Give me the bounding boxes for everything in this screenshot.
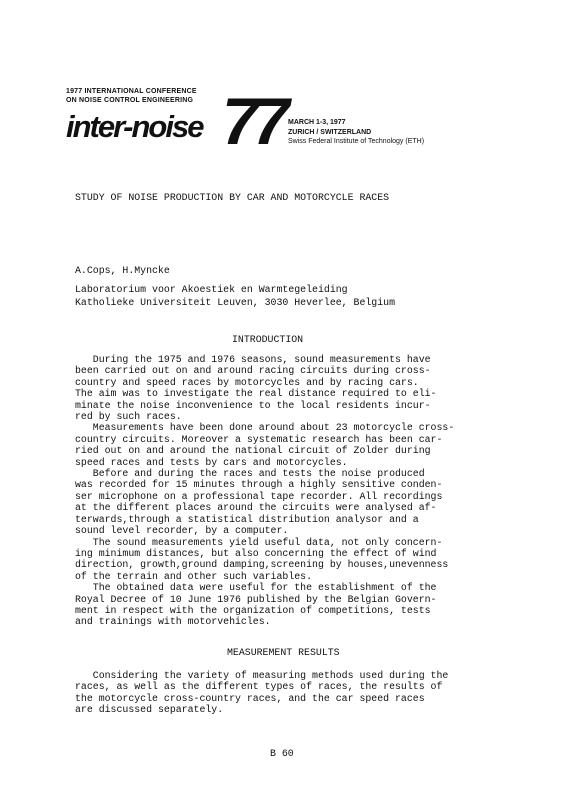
text-line: minate the noise inconvenience to the local residents incur- xyxy=(75,399,431,411)
paper-title: STUDY OF NOISE PRODUCTION BY CAR AND MOTORCYCLE RACES xyxy=(75,192,390,203)
text-line: been carried out on and around racing circuits during cross- xyxy=(75,365,431,377)
text-line: terwards,through a statistical distribution analysor and a xyxy=(75,513,419,525)
event-info xyxy=(288,118,424,147)
author-affiliation xyxy=(75,283,395,309)
measurement-results-body xyxy=(75,670,515,716)
affiliation-line: Katholieke Universiteit Leuven, 3030 Heverlee, Belgium xyxy=(75,297,396,308)
event-location: ZURICH / SWITZERLAND xyxy=(288,128,372,136)
text-line: ing minimum distances, but also concerning the effect of wind xyxy=(75,547,437,559)
text-line: The sound measurements yield useful data, not only concern- xyxy=(75,536,443,548)
text-line: are discussed separately. xyxy=(75,704,224,716)
text-line: sound level recorder, by a computer. xyxy=(75,525,289,537)
text-line: red by such races. xyxy=(75,411,182,423)
text-line: the motorcycle cross-country races, and the car speed races xyxy=(75,692,425,704)
text-line: and trainings with motorvehicles. xyxy=(75,616,271,628)
text-line: Royal Decree of 10 June 1976 published by the Belgian Govern- xyxy=(75,593,437,605)
text-line: of the terrain and other such variables. xyxy=(75,570,313,582)
conference-name xyxy=(66,88,197,105)
text-line: at the different places around the circuits were analysed af- xyxy=(75,502,437,514)
text-line: During the 1975 and 1976 seasons, sound measurements have xyxy=(75,354,431,365)
section-heading-measurement-results: MEASUREMENT RESULTS xyxy=(227,647,340,658)
text-line: ser microphone on a professional tape recorder. All recordings xyxy=(75,490,443,502)
introduction-body xyxy=(75,354,515,628)
paper-authors: A.Cops, H.Myncke xyxy=(75,265,170,276)
conference-header xyxy=(66,84,536,168)
text-line: The aim was to investigate the real distance required to eli- xyxy=(75,388,437,400)
text-line: Considering the variety of measuring methods used during the xyxy=(75,670,449,681)
inter-noise-logo: inter-noise xyxy=(66,109,203,144)
affiliation-line: Laboratorium voor Akoestiek en Warmtegeleiding xyxy=(75,284,348,295)
text-line: speed races and tests by cars and motorcycles. xyxy=(75,456,348,468)
conference-line-1: 1977 INTERNATIONAL CONFERENCE xyxy=(66,88,197,95)
conference-year: 77 xyxy=(222,84,284,158)
text-line: was recorded for 15 minutes through a highly sensitive conden- xyxy=(75,479,443,491)
page-number: B 60 xyxy=(270,748,294,759)
section-heading-introduction: INTRODUCTION xyxy=(232,334,304,345)
text-line: Before and during the races and tests the noise produced xyxy=(75,468,425,480)
text-line: ment in respect with the organization of competitions, tests xyxy=(75,604,431,616)
text-line: country circuits. Moreover a systematic research has been car- xyxy=(75,433,443,445)
text-line: country and speed races by motorcycles and by racing cars. xyxy=(75,376,419,388)
text-line: Measurements have been done around about 23 motorcycle cross- xyxy=(75,422,455,434)
text-line: ried out on and around the national circuit of Zolder during xyxy=(75,445,431,457)
event-dates: MARCH 1-3, 1977 xyxy=(288,119,346,126)
conference-line-2: ON NOISE CONTROL ENGINEERING xyxy=(66,96,194,104)
text-line: The obtained data were useful for the establishment of the xyxy=(75,582,437,594)
text-line: direction, growth,ground damping,screening by houses,unevenness xyxy=(75,559,449,571)
text-line: races, as well as the different types of races, the results of xyxy=(75,681,443,693)
event-institute: Swiss Federal Institute of Technology (ETH) xyxy=(288,138,425,145)
